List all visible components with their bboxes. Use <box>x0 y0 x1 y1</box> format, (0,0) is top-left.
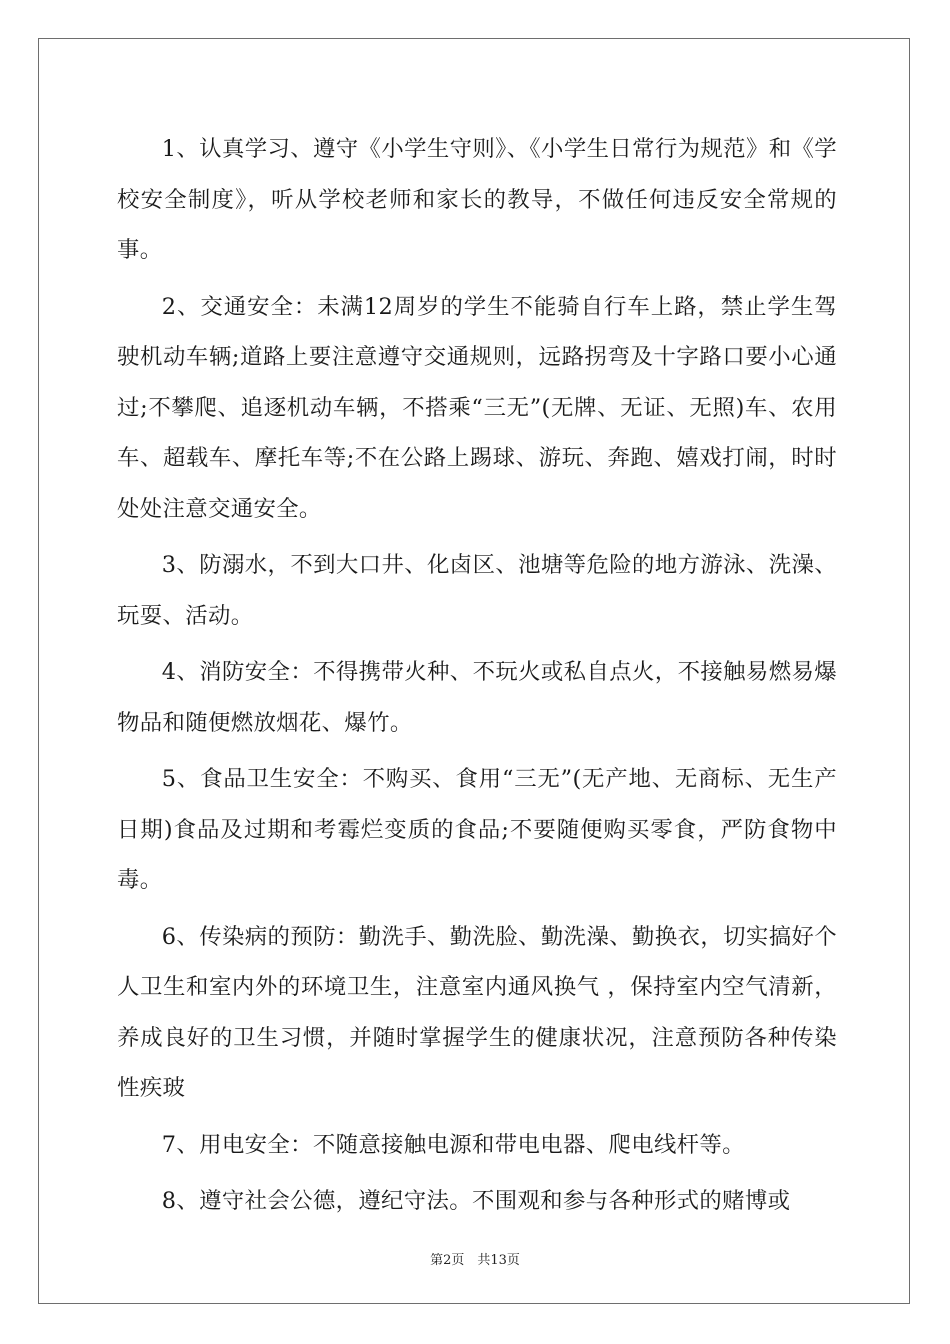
paragraph-1: 1、认真学习、遵守《小学生守则》、《小学生日常行为规范》和《学校安全制度》，听从学校老师和家长的教导，不做任何违反安全常规的事。 <box>117 136 837 263</box>
paragraph-6: 6、传染病的预防：勤洗手、勤洗脸、勤洗澡、勤换衣，切实搞好个人卫生和室内外的环境卫生，注意室内通风换气 ，保持室内空气清新，养成良好的卫生习惯，并随时掌握学生的健康状况，注意预防各种传染性疾玻 <box>117 923 837 1101</box>
paragraph-8: 8、遵守社会公德，遵纪守法。不围观和参与各种形式的赌博或 <box>161 1188 791 1214</box>
paragraph-4: 4、消防安全：不得携带火种、不玩火或私自点火，不接触易燃易爆物品和随便燃放烟花、爆竹。 <box>117 659 837 736</box>
paragraph-3: 3、防溺水，不到大口井、化卤区、池塘等危险的地方游泳、洗澡、玩耍、活动。 <box>117 552 837 629</box>
paragraph-2: 2、交通安全：未满12周岁的学生不能骑自行车上路，禁止学生驾驶机动车辆;道路上要注意遵守交通规则，远路拐弯及十字路口要小心通过;不攀爬、追逐机动车辆，不搭乘“三无”(无牌、无证、无照)车、农用车、超载车、摩托车等;不在公路上踢球、游玩、奔跑、嬉戏打闹，时时处处注意交通安全。 <box>117 293 837 522</box>
paragraph-5: 5、食品卫生安全：不购买、食用“三无”(无产地、无商标、无生产日期)食品及过期和考霉烂变质的食品;不要随便购买零食，严防食物中毒。 <box>117 766 837 893</box>
paragraph-7: 7、用电安全：不随意接触电源和带电电器、爬电线杆等。 <box>161 1131 745 1158</box>
page-footer: 第2页 共13页 <box>430 1253 520 1268</box>
document-body <box>117 124 837 1233</box>
